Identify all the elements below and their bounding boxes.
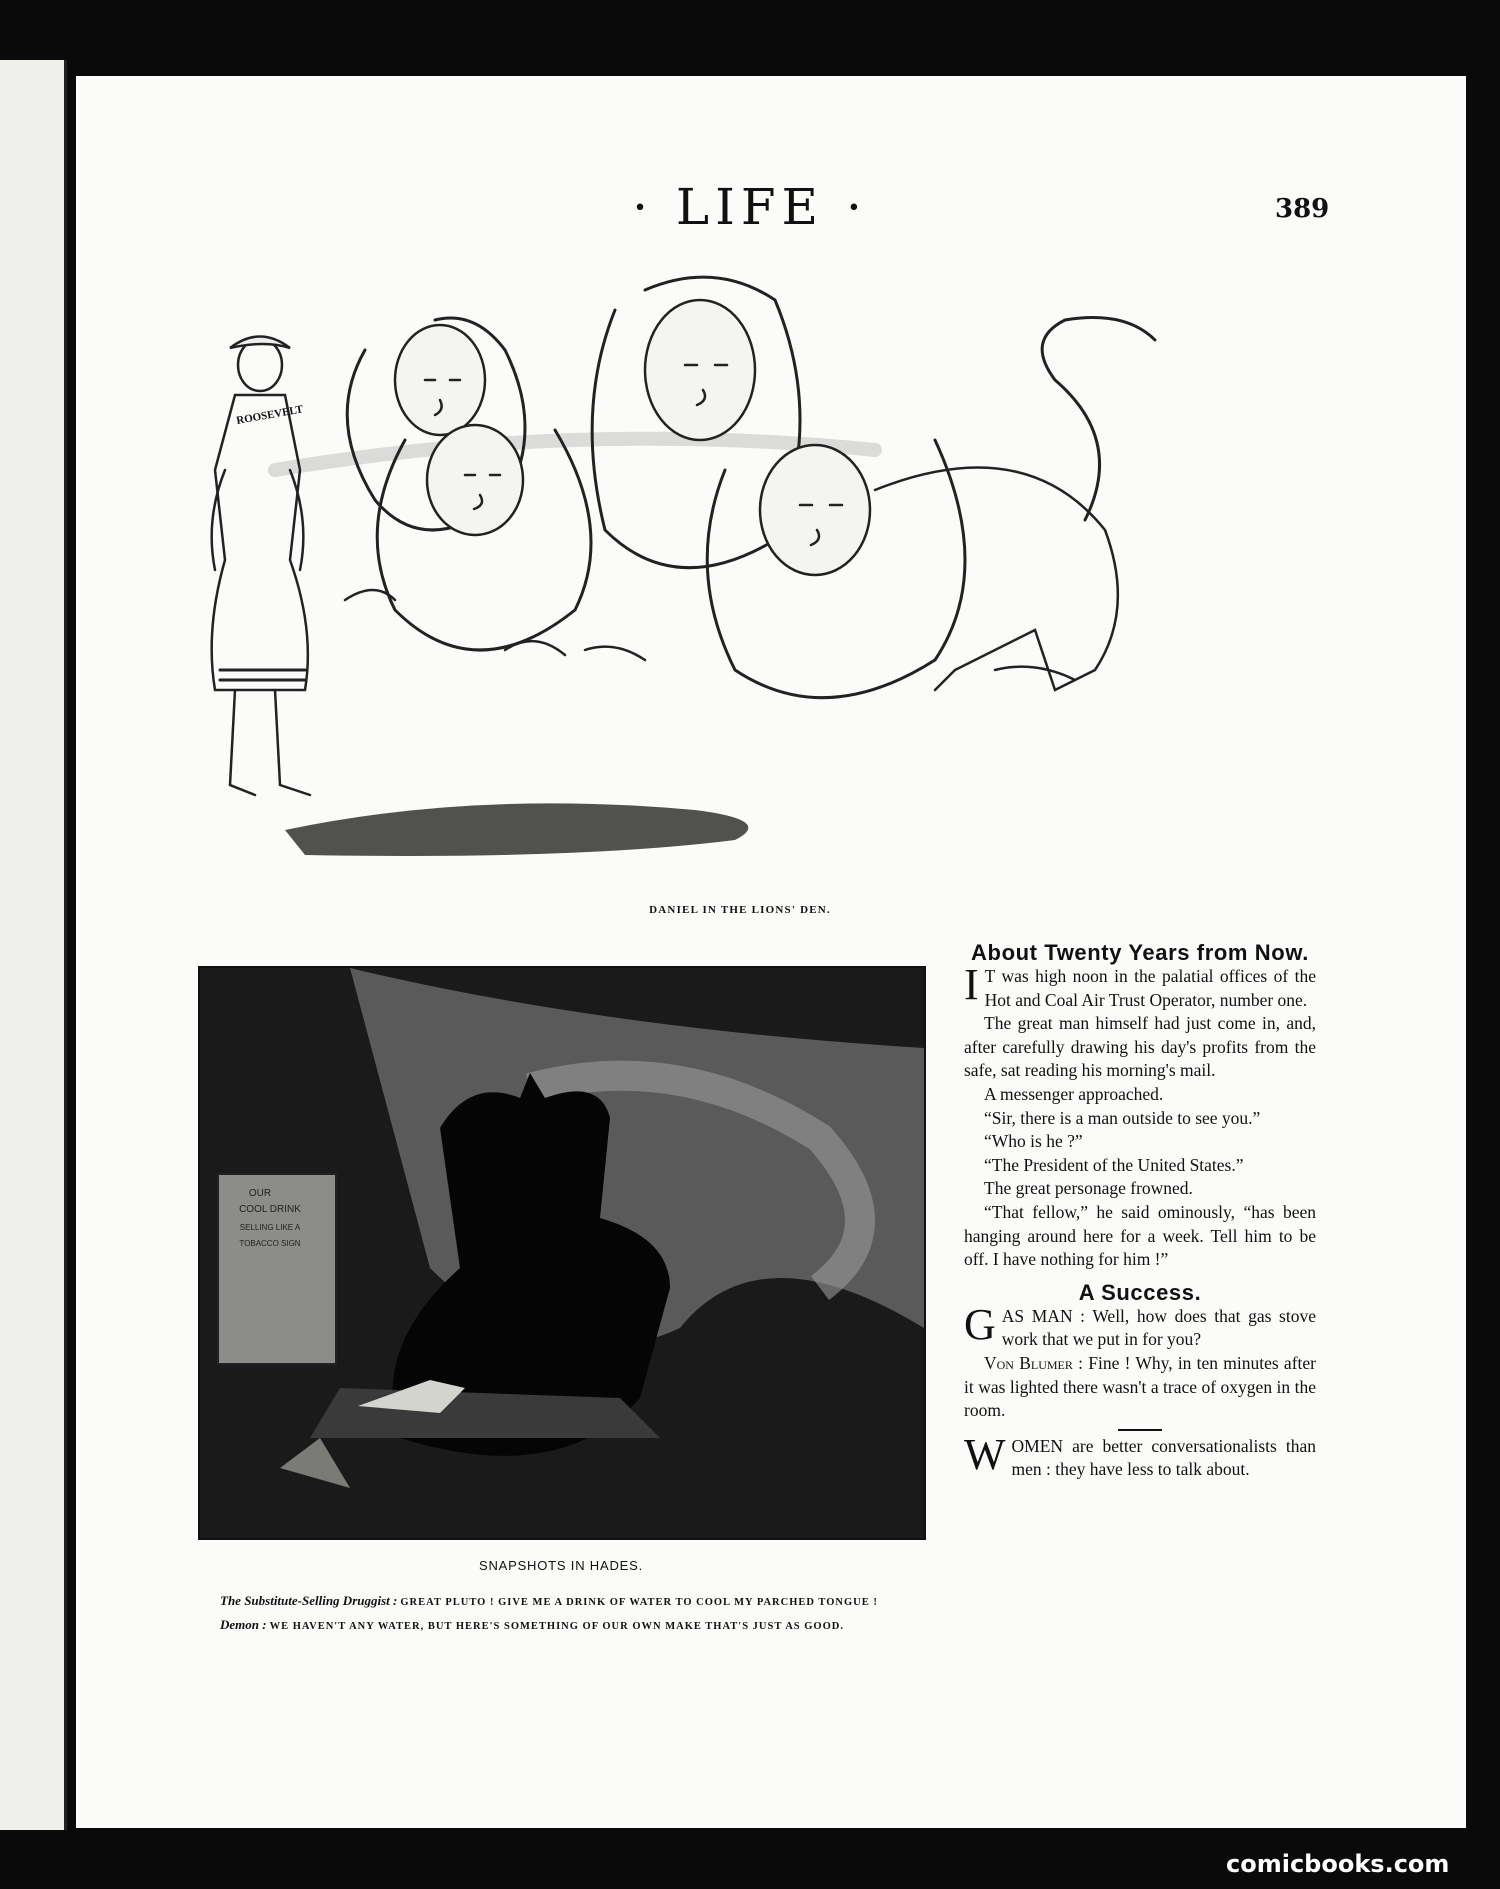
dialogue-speaker: The Substitute-Selling Druggist : [220,1593,398,1608]
page-gutter [0,60,67,1830]
speaker-name: Von Blumer : [984,1352,1083,1373]
article-paragraph [964,960,1316,1012]
drop-cap: G [964,1299,996,1349]
article-title: About Twenty Years from Now. [971,940,1309,965]
article-paragraph [964,1429,1316,1482]
dialogue-text: WE HAVEN'T ANY WATER, BUT HERE'S SOMETHING OF OUR OWN MAKE THAT'S JUST AS GOOD. [269,1621,844,1632]
page-number: 389 [1275,194,1330,224]
sign-line-4: TOBACCO SIGN [239,1239,301,1248]
drop-cap: W [964,1429,1006,1479]
dialogue-speaker: Demon : [220,1617,267,1632]
article-paragraph: “The President of the United States.” [984,1154,1244,1175]
article-text: OMEN are better conversationalists than men : they have less to talk about. [1011,1435,1316,1480]
dialogue-line [200,1590,906,1614]
sign-line-2: COOL DRINK [239,1204,301,1215]
dialogue-line [200,1614,906,1638]
masthead-title: · LIFE · [632,178,868,236]
article-paragraph: The great man himself had just come in, and, after carefully drawing his day's profits from the safe, sat reading his morning's mail. [964,1013,1316,1081]
dialogue-text: GREAT PLUTO ! GIVE ME A DRINK OF WATER TO COOL MY PARCHED TONGUE ! [400,1597,878,1608]
scan-border [1466,60,1486,1830]
article-paragraph [964,1299,1316,1352]
cartoon-lions-den [175,270,1335,870]
photo-snapshots-in-hades [198,966,926,1540]
photo-dialogue [200,1590,906,1638]
article-paragraph: “That fellow,” he said ominously, “has been hanging around here for a week. Tell him to be off. I have nothing for him !” [964,1201,1316,1270]
article-twenty-years [964,940,1316,1482]
article-paragraph: “Sir, there is a man outside to see you.” [984,1107,1261,1128]
cartoon-caption: DANIEL IN THE LIONS' DEN. [649,904,831,916]
watermark: comicbooks.com [1226,1850,1450,1878]
article-paragraph: The great personage frowned. [984,1178,1193,1199]
sign-line-1: OUR [248,1188,272,1199]
sign-line-3: SELLING LIKE A [239,1223,301,1232]
article-text: Fine ! Why, in ten minutes after it was lighted there wasn't a trace of oxygen in the room. [964,1352,1316,1421]
article-text: AS MAN : Well, how does that gas stove work that we put in for you? [1001,1305,1316,1350]
article-paragraph [964,1352,1316,1423]
drop-cap: I [964,960,979,1009]
collar-text: ROOSEVELT [235,403,304,427]
article-paragraph: “Who is he ?” [984,1131,1083,1152]
article-paragraph: A messenger approached. [984,1083,1164,1104]
article-text: T was high noon in the palatial offices of the Hot and Coal Air Trust Operator, number one. [984,966,1316,1010]
article-title: A Success. [1078,1279,1202,1305]
photo-caption: SNAPSHOTS IN HADES. [478,1558,643,1573]
divider [1118,1429,1162,1431]
